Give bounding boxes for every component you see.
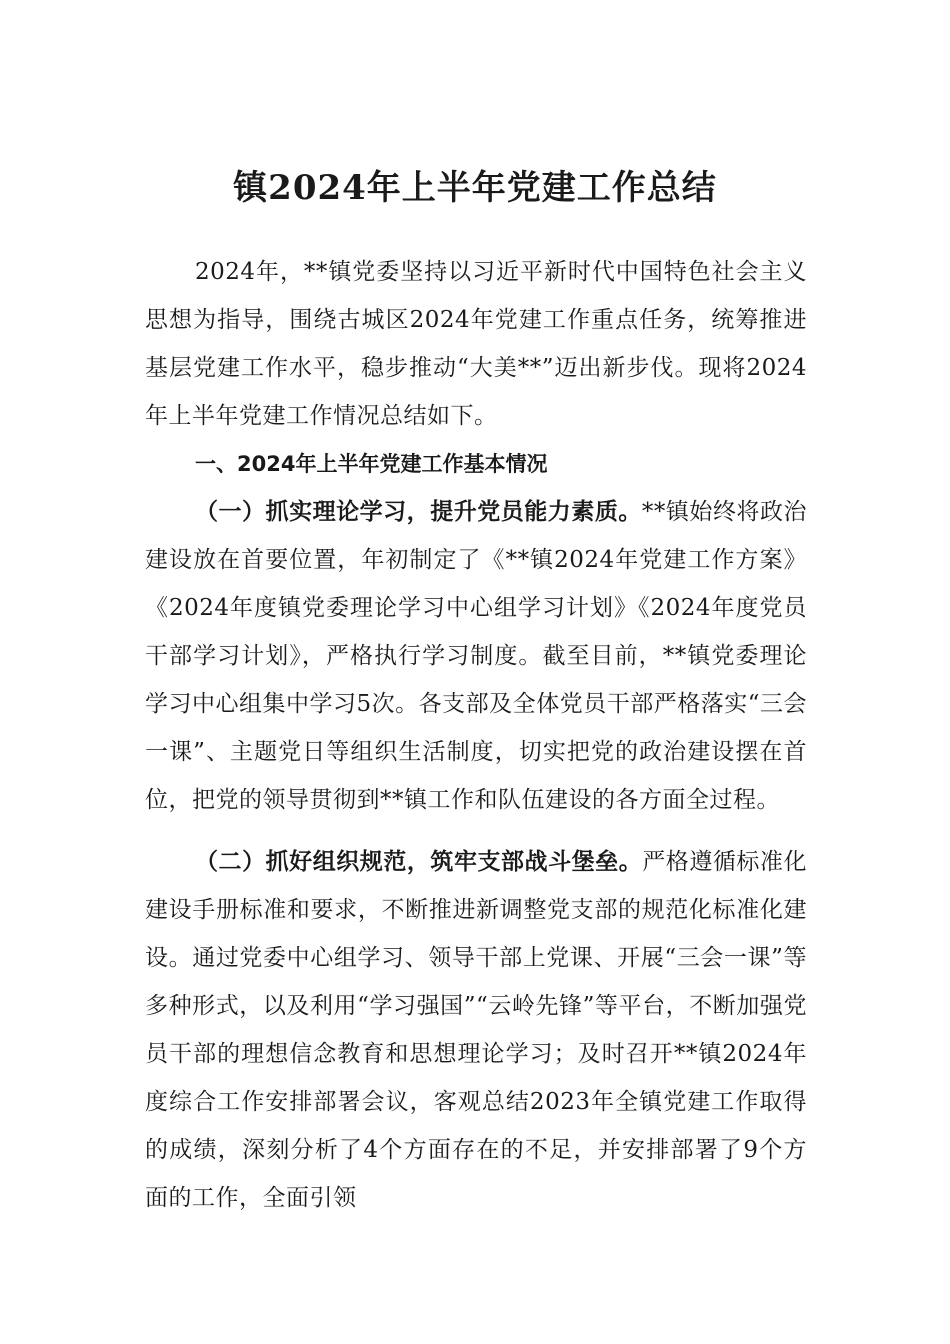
subsection-2-paragraph: [145, 838, 807, 1222]
intro-paragraph: 2024年，**镇党委坚持以习近平新时代中国特色社会主义思想为指导，围绕古城区2024年党建工作重点任务，统筹推进基层党建工作水平，稳步推动“大美**”迈出新步伐。现将2024年上半年党建工作情况总结如下。: [145, 259, 807, 429]
section-heading: 一、2024年上半年党建工作基本情况: [195, 452, 548, 476]
subsection-1-lead: （一）抓实理论学习，提升党员能力素质。: [195, 498, 642, 525]
subsection-2-lead: （二）抓好组织规范，筑牢支部战斗堡垒。: [195, 848, 643, 875]
subsection-2-text: 严格遵循标准化建设手册标准和要求，不断推进新调整党支部的规范化标准化建设。通过党委中心组学习、领导干部上党课、开展“三会一课”等多种形式，以及利用“学习强国”“云岭先锋”等平台，不断加强党员干部的理想信念教育和思想理论学习；及时召开**镇2024年度综合工作安排部署会议，客观总结2023年全镇党建工作取得的成绩，深刻分析了4个方面存在的不足，并安排部署了9个方面的工作，全面引领: [145, 849, 808, 1211]
subsection-1-text: **镇始终将政治建设放在首要位置，年初制定了《**镇2024年党建工作方案》《2024年度镇党委理论学习中心组学习计划》《2024年度党员干部学习计划》，严格执行学习制度。截至目前，**镇党委理论学习中心组集中学习5次。各支部及全体党员干部严格落实“三会一课”、主题党日等组织生活制度，切实把党的政治建设摆在首位，把党的领导贯彻到**镇工作和队伍建设的各方面全过程。: [145, 499, 808, 813]
document-body: [145, 248, 807, 1222]
document-title: 镇2024年上半年党建工作总结: [233, 168, 717, 208]
subsection-1-paragraph: [145, 488, 807, 824]
